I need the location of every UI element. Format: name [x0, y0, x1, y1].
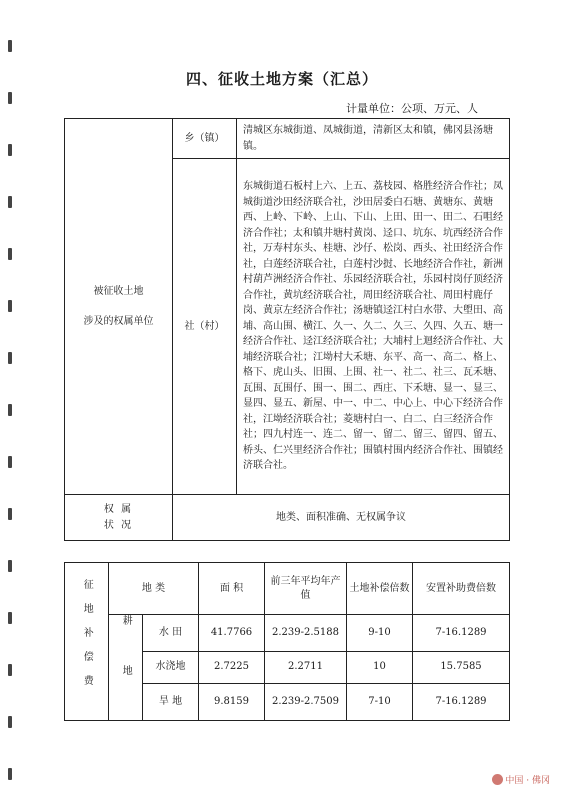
header-resettle-multiple: 安置补助费倍数 — [413, 563, 510, 615]
cell-avg-output: 2.239-2.7509 — [265, 683, 347, 720]
cell-area: 9.8159 — [199, 683, 265, 720]
binding-mark — [8, 92, 12, 104]
binding-mark — [8, 560, 12, 572]
cell-type: 水 田 — [143, 615, 199, 652]
binding-mark — [8, 352, 12, 364]
binding-mark — [8, 456, 12, 468]
cell-area: 2.7225 — [199, 651, 265, 683]
group-label: 耕地 — [120, 615, 132, 715]
binding-mark — [8, 716, 12, 728]
watermark-text: 中国 · 佛冈 — [505, 776, 550, 786]
binding-mark — [8, 664, 12, 676]
binding-mark — [8, 404, 12, 416]
cell-avg-output: 2.2711 — [265, 651, 347, 683]
township-value: 清城区东城街道、凤城街道，清新区太和镇，佛冈县汤塘镇。 — [237, 119, 510, 159]
binding-mark — [8, 40, 12, 52]
binding-holes — [0, 0, 22, 800]
compensation-side-label — [65, 563, 109, 721]
status-label-cell — [65, 495, 173, 541]
compensation-table — [64, 562, 510, 721]
cell-area: 41.7766 — [199, 615, 265, 652]
cell-land-multiple: 7-10 — [347, 683, 413, 720]
table-row — [65, 615, 510, 652]
binding-mark — [8, 144, 12, 156]
village-label: 社（村） — [173, 159, 237, 495]
watermark-logo-icon — [492, 774, 503, 785]
cell-resettle-multiple: 15.7585 — [413, 651, 510, 683]
header-area: 面 积 — [199, 563, 265, 615]
township-label: 乡（镇） — [173, 119, 237, 159]
header-land-multiple: 土地补偿倍数 — [347, 563, 413, 615]
header-land-type: 地 类 — [109, 563, 199, 615]
cell-land-multiple: 10 — [347, 651, 413, 683]
table-row — [65, 119, 510, 159]
binding-mark — [8, 248, 12, 260]
cell-type: 旱 地 — [143, 683, 199, 720]
status-value: 地类、面积准确、无权属争议 — [173, 495, 510, 541]
compensation-side-text: 征地补偿费 — [81, 579, 93, 699]
rights-table — [64, 118, 510, 541]
binding-mark — [8, 508, 12, 520]
status-label-line2: 状 况 — [103, 519, 134, 531]
page-title: 四、征收土地方案（汇总） — [185, 70, 378, 88]
header-avg-output: 前三年平均年产值 — [265, 563, 347, 615]
rights-label-line2: 涉及的权属单位 — [83, 315, 154, 327]
cell-resettle-multiple: 7-16.1289 — [413, 615, 510, 652]
binding-mark — [8, 196, 12, 208]
status-label-line1: 权 属 — [103, 504, 134, 515]
village-value: 东城街道石板村上六、上五、荔枝园、格胜经济合作社；凤城街道沙田经济联合社，沙田居委白石塘、黄塘东、黄塘西、上岭、下岭、上山、下山、上田、田一、田二、石咀经济合作社；太和镇井塘村黄岗、迳口、坑东、坑西经济合作社，万寿村东头、桂塘、沙仔、松岗、西头、社田经济合作社，白莲经济联合社，白莲村沙挝、长地经济合作社，新洲村葫芦洲经济合作社、乐园经济联合社，乐园村岗仔顶经济合作社，黄坑经济联合社，周田经济联合社、周田村鹿仔岗、黄京左经济合作社；汤塘镇迳江村白水带、大塱田、高埔、高山围、横江、久一、久二、久三、久四、久五、塘一经济合作社、迳江经济联合社；大埔村上迴经济合作社、大埔经济联合社；江坳村大禾塘、东平、高一、高二、格上、格下、虎山头、旧围、上围、社一、社二、社三、瓦禾塘、瓦围、瓦围仔、围一、围二、西庄、下禾塘、显一、显三、显四、显五、新屋、中一、中二、中心上、中心下经济合作社，江坳经济联合社；菱塘村白一、白二、白三经济合作社；四九村连一、连二、留一、留二、留三、留四、留五、桥头、仁兴里经济合作社；围镇村围内经济合作社、围镇经济联合社。 — [237, 159, 510, 495]
rights-label-line1: 被征收土地 — [93, 286, 144, 297]
table-row — [65, 495, 510, 541]
binding-mark — [8, 612, 12, 624]
cell-land-multiple: 9-10 — [347, 615, 413, 652]
rights-label-cell — [65, 119, 173, 495]
cell-resettle-multiple: 7-16.1289 — [413, 683, 510, 720]
group-label-cell — [109, 615, 143, 721]
binding-mark — [8, 768, 12, 780]
watermark — [492, 773, 550, 786]
unit-note: 计量单位：公项、万元、人 — [346, 102, 478, 115]
cell-type: 水浇地 — [143, 651, 199, 683]
table-row — [65, 563, 510, 615]
cell-avg-output: 2.239-2.5188 — [265, 615, 347, 652]
binding-mark — [8, 300, 12, 312]
